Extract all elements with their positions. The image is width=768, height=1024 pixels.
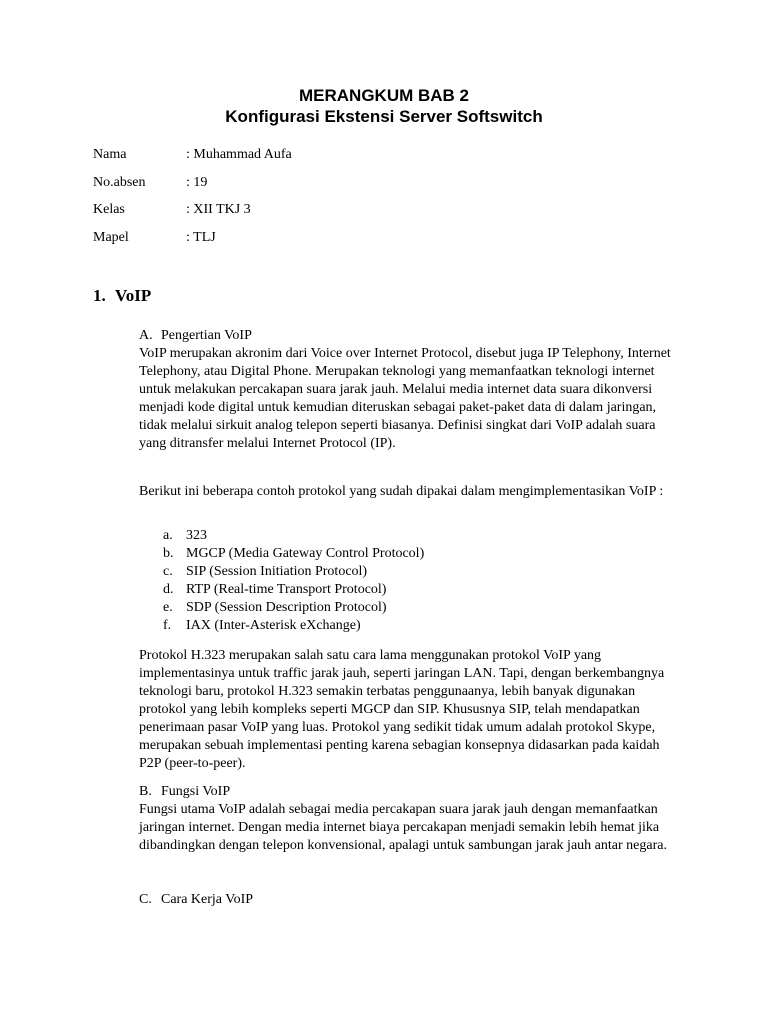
list-text: 323 [186,528,207,543]
protocol-intro-block [139,483,679,501]
list-text: MGCP (Media Gateway Control Protocol) [186,546,425,561]
section-heading-voip [93,285,151,307]
list-marker: d. [163,582,174,597]
sub-letter: C. [139,892,152,907]
info-label: Mapel [93,230,129,246]
list-marker: c. [163,564,173,579]
info-value: : TLJ [186,230,216,246]
paragraph-fungsi: Fungsi utama VoIP adalah sebagai media percakapan suara jarak jauh dengan memanfaatkan jaringan internet. Dengan media internet biaya percakapan menjadi semakin lebih hemat jika dibandingkan dengan telepon konvensional, apalagi untuk sambungan jarak jauh antar negara. [139,802,667,853]
list-item [163,617,424,635]
paragraph-protocol-intro: Berikut ini beberapa contoh protokol yang sudah dipakai dalam mengimplementasikan VoIP : [139,484,664,499]
list-marker: f. [163,618,172,633]
sub-title: Cara Kerja VoIP [161,892,254,907]
info-label: Kelas [93,202,125,218]
sub-heading-c [139,891,679,909]
info-value: : 19 [186,174,208,190]
info-label: Nama [93,147,127,162]
sub-title: Fungsi VoIP [161,784,231,799]
list-item [163,527,424,545]
section-b [139,783,679,855]
paragraph-pengertian: VoIP merupakan akronim dari Voice over Internet Protocol, disebut juga IP Telephony, Internet Telephony, atau Digital Phone. Merupakan teknologi yang memanfaatkan teknologi internet untuk melakukan percakapan suara jarak jauh. Melalui media internet data suara dikonversi menjadi kode digital untuk kemudian diteruskan sebagai paket-paket data di dalam jaringan, tidak melalui sirkuit analog telepon seperti biasanya. Definisi singkat dari VoIP adalah suara yang ditransfer melalui Internet Protocol (IP). [139,346,671,451]
sub-letter: A. [139,328,153,343]
info-label: No.absen [93,174,146,190]
section-number: 1. [93,286,106,305]
section-c [139,891,679,909]
list-item [163,599,424,617]
list-item [163,581,424,599]
list-item [163,563,424,581]
list-item [163,545,424,563]
sub-letter: B. [139,784,152,799]
document-title: MERANGKUM BAB 2 [299,86,469,105]
sub-heading-a [139,327,679,345]
section-a [139,327,679,453]
info-value: : Muhammad Aufa [186,147,292,162]
sub-title: Pengertian VoIP [161,328,252,343]
section-title: VoIP [115,286,152,305]
document-subtitle: Konfigurasi Ekstensi Server Softswitch [225,107,543,126]
list-text: RTP (Real-time Transport Protocol) [186,582,387,597]
info-value: : XII TKJ 3 [186,202,251,218]
list-marker: b. [163,546,174,561]
paragraph-h323: Protokol H.323 merupakan salah satu cara lama menggunakan protokol VoIP yang implementasinya untuk traffic jarak jauh, seperti jaringan LAN. Tapi, dengan berkembangnya teknologi baru, protokol H.323 semakin terbatas penggunaanya, lebih banyak digunakan protokol yang lebih kompleks seperti MGCP dan SIP. Khususnya SIP, telah mendapatkan penerimaan pasar VoIP yang luas. Protokol yang sedikit tidak umum adalah protokol Skype, merupakan sebuah implementasi penting karena sebagian konsepnya didasarkan pada kaidah P2P (peer-to-peer). [139,648,665,771]
list-text: IAX (Inter-Asterisk eXchange) [186,618,361,633]
list-text: SIP (Session Initiation Protocol) [186,564,368,579]
sub-heading-b [139,783,679,801]
list-text: SDP (Session Description Protocol) [186,600,387,615]
list-marker: e. [163,600,173,615]
protocol-list [163,527,424,635]
list-marker: a. [163,528,173,543]
protocol-explanation-block [139,647,679,773]
